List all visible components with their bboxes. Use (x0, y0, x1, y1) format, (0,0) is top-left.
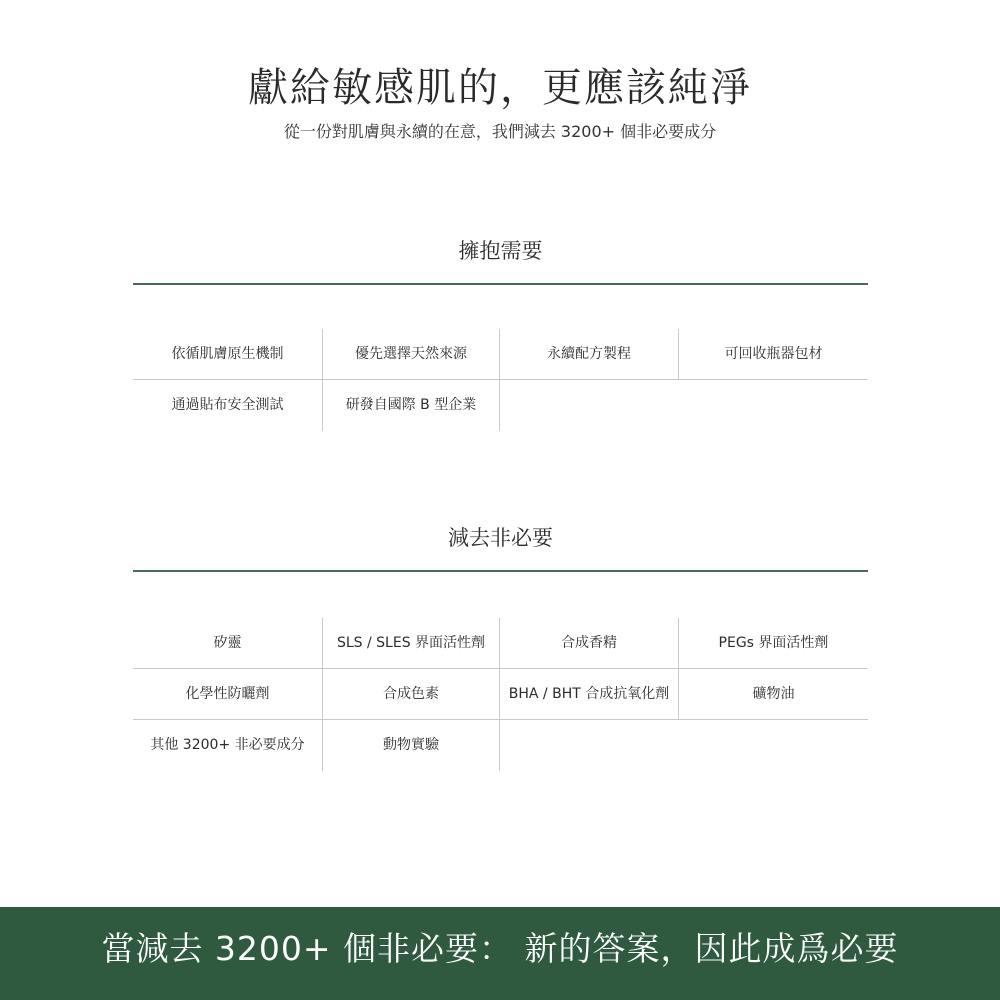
subtract-item: 合成香精 (500, 618, 679, 669)
page-subtitle: 從一份對肌膚與永續的在意，我們減去 3200+ 個非必要成分 (283, 122, 717, 141)
subtract-item: 動物實驗 (323, 720, 500, 771)
embrace-section-title: 擁抱需要 (133, 229, 868, 285)
embrace-item: 優先選擇天然來源 (323, 329, 500, 380)
embrace-grid (133, 329, 868, 431)
embrace-item: 依循肌膚原生機制 (133, 329, 323, 380)
embrace-item: 可回收瓶器包材 (679, 329, 868, 380)
subtract-item: PEGs 界面活性劑 (679, 618, 868, 669)
subtract-section (133, 516, 868, 771)
subtract-item: BHA / BHT 合成抗氧化劑 (500, 669, 679, 720)
embrace-item: 永續配方製程 (500, 329, 679, 380)
page-title: 獻給敏感肌的，更應該純淨 (248, 65, 752, 111)
subtract-item: 其他 3200+ 非必要成分 (133, 720, 323, 771)
subtract-item: SLS / SLES 界面活性劑 (323, 618, 500, 669)
embrace-section (133, 229, 868, 431)
subtract-item: 礦物油 (679, 669, 868, 720)
subtract-item: 化學性防曬劑 (133, 669, 323, 720)
footer-banner: 當減去 3200+ 個非必要： 新的答案，因此成爲必要 (0, 907, 1000, 1000)
subtract-grid (133, 618, 868, 771)
subtract-item: 合成色素 (323, 669, 500, 720)
subtract-item: 矽靈 (133, 618, 323, 669)
embrace-item: 研發自國際 B 型企業 (323, 380, 500, 431)
subtract-section-title: 減去非必要 (133, 516, 868, 572)
embrace-item: 通過貼布安全測試 (133, 380, 323, 431)
